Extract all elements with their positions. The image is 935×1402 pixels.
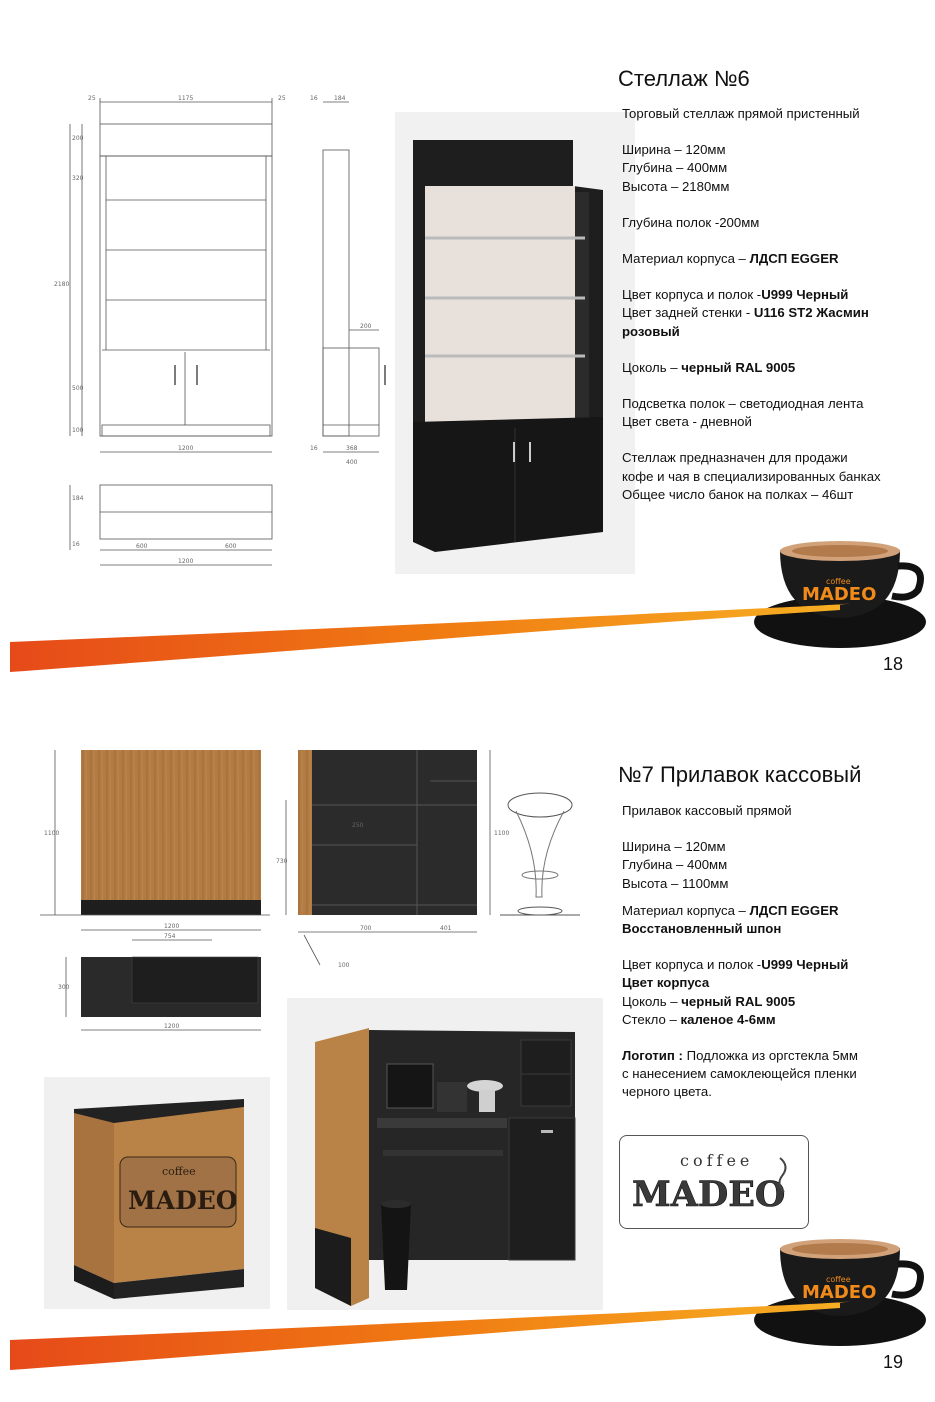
spec-gap <box>622 341 922 359</box>
spec-line-bold: Цвет корпуса <box>622 975 710 991</box>
spec-line-bold: черный RAL 9005 <box>681 993 796 1009</box>
spec-line-text: Стеллаж предназначен для продажи <box>622 450 848 466</box>
spec-line <box>622 413 922 431</box>
spec-line <box>622 141 922 159</box>
spec-line-text: Прилавок кассовый прямой <box>622 803 792 818</box>
spec-line-bold: U999 Черный <box>761 287 849 303</box>
dim-h-1100a: 1100 <box>44 830 60 837</box>
dim-w-1200: 1200 <box>164 923 180 930</box>
spec-line <box>622 1083 922 1101</box>
spec-gap <box>622 123 922 141</box>
shelving-render-image <box>395 112 635 574</box>
counter-logo-madeo: MADEO <box>128 1186 238 1215</box>
spec-line <box>622 956 922 974</box>
cup-logo-main-text: MADEO <box>802 584 877 605</box>
spec-line-text: Цвет задней стенки - <box>622 305 754 321</box>
spec-line <box>622 395 922 413</box>
counter-back-render-image <box>287 998 603 1310</box>
spec-line-text: Глубина полок -200мм <box>622 214 760 230</box>
dim-height-2180: 2180 <box>54 281 70 288</box>
dim-h-1100b: 1100 <box>494 830 510 837</box>
spec-line <box>622 105 922 123</box>
spec-line <box>622 159 922 177</box>
madeo-logo-box <box>619 1135 809 1229</box>
spec-line-bold: U999 Черный <box>761 957 849 973</box>
spec-line-text: Глубина – 400мм <box>622 160 728 176</box>
spec-line-text: кофе и чая в специализированных банках <box>622 468 881 484</box>
spec-gap <box>622 431 922 449</box>
dim-plan-600a: 600 <box>136 543 148 550</box>
shelving-title: Стеллаж №6 <box>618 66 750 91</box>
spec-line-text: Цоколь – <box>622 359 682 375</box>
page-number-19: 19 <box>883 1352 904 1372</box>
dim-side-184: 184 <box>334 95 346 102</box>
spec-gap <box>622 893 922 902</box>
spec-line-text: Высота – 1100мм <box>622 875 729 891</box>
spec-line-bold: Восстановленный шпон <box>622 921 782 937</box>
spec-line-bold: каленое 4-6мм <box>680 1011 776 1027</box>
spec-line-text: Подложка из оргстекла 5мм <box>682 1048 858 1064</box>
page-18 <box>0 0 935 690</box>
spec-line-text: Торговый стеллаж прямой пристенный <box>622 106 860 121</box>
dim-d-250: 250 <box>352 822 364 829</box>
orange-swoosh-19 <box>0 1288 935 1378</box>
spec-line <box>622 802 922 820</box>
spec-line-text: Глубина – 400мм <box>622 857 728 873</box>
dim-side-368: 368 <box>346 445 358 452</box>
counter-title: №7 Прилавок кассовый <box>618 762 862 787</box>
cup19-logo-main-text: MADEO <box>802 1282 877 1303</box>
spec-line <box>622 920 922 938</box>
dim-w-700: 700 <box>360 925 372 932</box>
dim-plan-16: 16 <box>72 541 80 548</box>
dim-plan-184: 184 <box>72 495 84 502</box>
spec-line-bold: ЛДСП EGGER <box>749 902 839 918</box>
dim-h-730: 730 <box>276 858 288 865</box>
spec-line <box>622 304 922 322</box>
spec-line <box>622 486 922 504</box>
dim-w-1200b: 1200 <box>164 1023 180 1030</box>
page-19 <box>0 700 935 1402</box>
spec-line-bold: розовый <box>622 323 680 339</box>
spec-line <box>622 178 922 196</box>
spec-line <box>622 856 922 874</box>
shelving-spec-list <box>622 105 922 504</box>
spec-line <box>622 974 922 992</box>
spec-line <box>622 993 922 1011</box>
spec-line <box>622 286 922 304</box>
counter-spec-list <box>622 802 922 1102</box>
spec-gap <box>622 820 922 838</box>
spec-line-text: Общее число банок на полках – 46шт <box>622 486 854 502</box>
dim-seg-320: 320 <box>72 175 84 182</box>
spec-line-text: Подсветка полок – светодиодная лента <box>622 396 864 412</box>
counter-front-render-image <box>44 1077 270 1309</box>
spec-line <box>622 1011 922 1029</box>
spec-line-text: Высота – 2180мм <box>622 178 730 194</box>
dim-seg-100: 100 <box>72 427 84 434</box>
spec-line-text: Стекло – <box>622 1011 681 1027</box>
counter-logo-coffee: coffee <box>162 1165 196 1178</box>
spec-gap <box>622 377 922 395</box>
spec-gap <box>622 938 922 956</box>
spec-line <box>622 449 922 467</box>
dim-shelf-200: 200 <box>360 323 372 330</box>
dim-top-1175: 1175 <box>178 95 194 102</box>
dim-side-16: 16 <box>310 95 318 102</box>
dim-top-25a: 25 <box>88 95 96 102</box>
spec-gap <box>622 268 922 286</box>
spec-line-text: Ширина – 120мм <box>622 142 726 158</box>
dim-seg-200: 200 <box>72 135 84 142</box>
spec-line-bold: ЛДСП EGGER <box>749 251 839 267</box>
spec-line <box>622 468 922 486</box>
orange-swoosh-18 <box>0 590 935 680</box>
spec-line-text: Материал корпуса – <box>622 902 750 918</box>
spec-line <box>622 875 922 893</box>
spec-line-bold: черный RAL 9005 <box>681 359 796 375</box>
spec-line-text: Цвет света - дневной <box>622 414 752 430</box>
logo-box-coffee: coffee <box>680 1151 754 1170</box>
spec-line-text: Цвет корпуса и полок - <box>622 287 762 303</box>
dim-d-300: 300 <box>58 984 70 991</box>
dim-top-25b: 25 <box>278 95 286 102</box>
spec-line <box>622 1047 922 1065</box>
cup19-logo-small-text: coffee <box>826 1275 851 1284</box>
dim-side-400: 400 <box>346 459 358 466</box>
dim-plan-600b: 600 <box>225 543 237 550</box>
spec-line-bold: Логотип : <box>622 1048 683 1064</box>
spec-line-text: Цоколь – <box>622 993 682 1009</box>
spec-line <box>622 838 922 856</box>
dim-plan-1200: 1200 <box>178 558 194 565</box>
dim-bottom-1200: 1200 <box>178 445 194 452</box>
shelving-technical-drawing <box>40 90 400 580</box>
spec-line-bold: U116 ST2 Жасмин <box>753 305 869 321</box>
spec-line-text: Ширина – 120мм <box>622 839 726 855</box>
spec-line <box>622 902 922 920</box>
spec-line <box>622 323 922 341</box>
dim-w-754: 754 <box>164 933 176 940</box>
spec-line-text: с нанесением самоклеющейся пленки <box>622 1066 857 1082</box>
dim-side-b16: 16 <box>310 445 318 452</box>
spec-line-text: черного цвета. <box>622 1084 712 1100</box>
spec-line <box>622 214 922 232</box>
spec-line-text: Цвет корпуса и полок - <box>622 957 762 973</box>
dim-w-401: 401 <box>440 925 452 932</box>
cup-logo-small-text: coffee <box>826 577 851 586</box>
spec-gap <box>622 1029 922 1047</box>
spec-line <box>622 1065 922 1083</box>
spec-line <box>622 250 922 268</box>
page-number-18: 18 <box>883 654 904 674</box>
spec-line-text: Материал корпуса – <box>622 251 750 267</box>
spec-gap <box>622 232 922 250</box>
dim-seg-500: 500 <box>72 385 84 392</box>
spec-gap <box>622 196 922 214</box>
logo-box-madeo: MADEO <box>632 1174 786 1215</box>
dim-w-100: 100 <box>338 962 350 969</box>
spec-line <box>622 359 922 377</box>
